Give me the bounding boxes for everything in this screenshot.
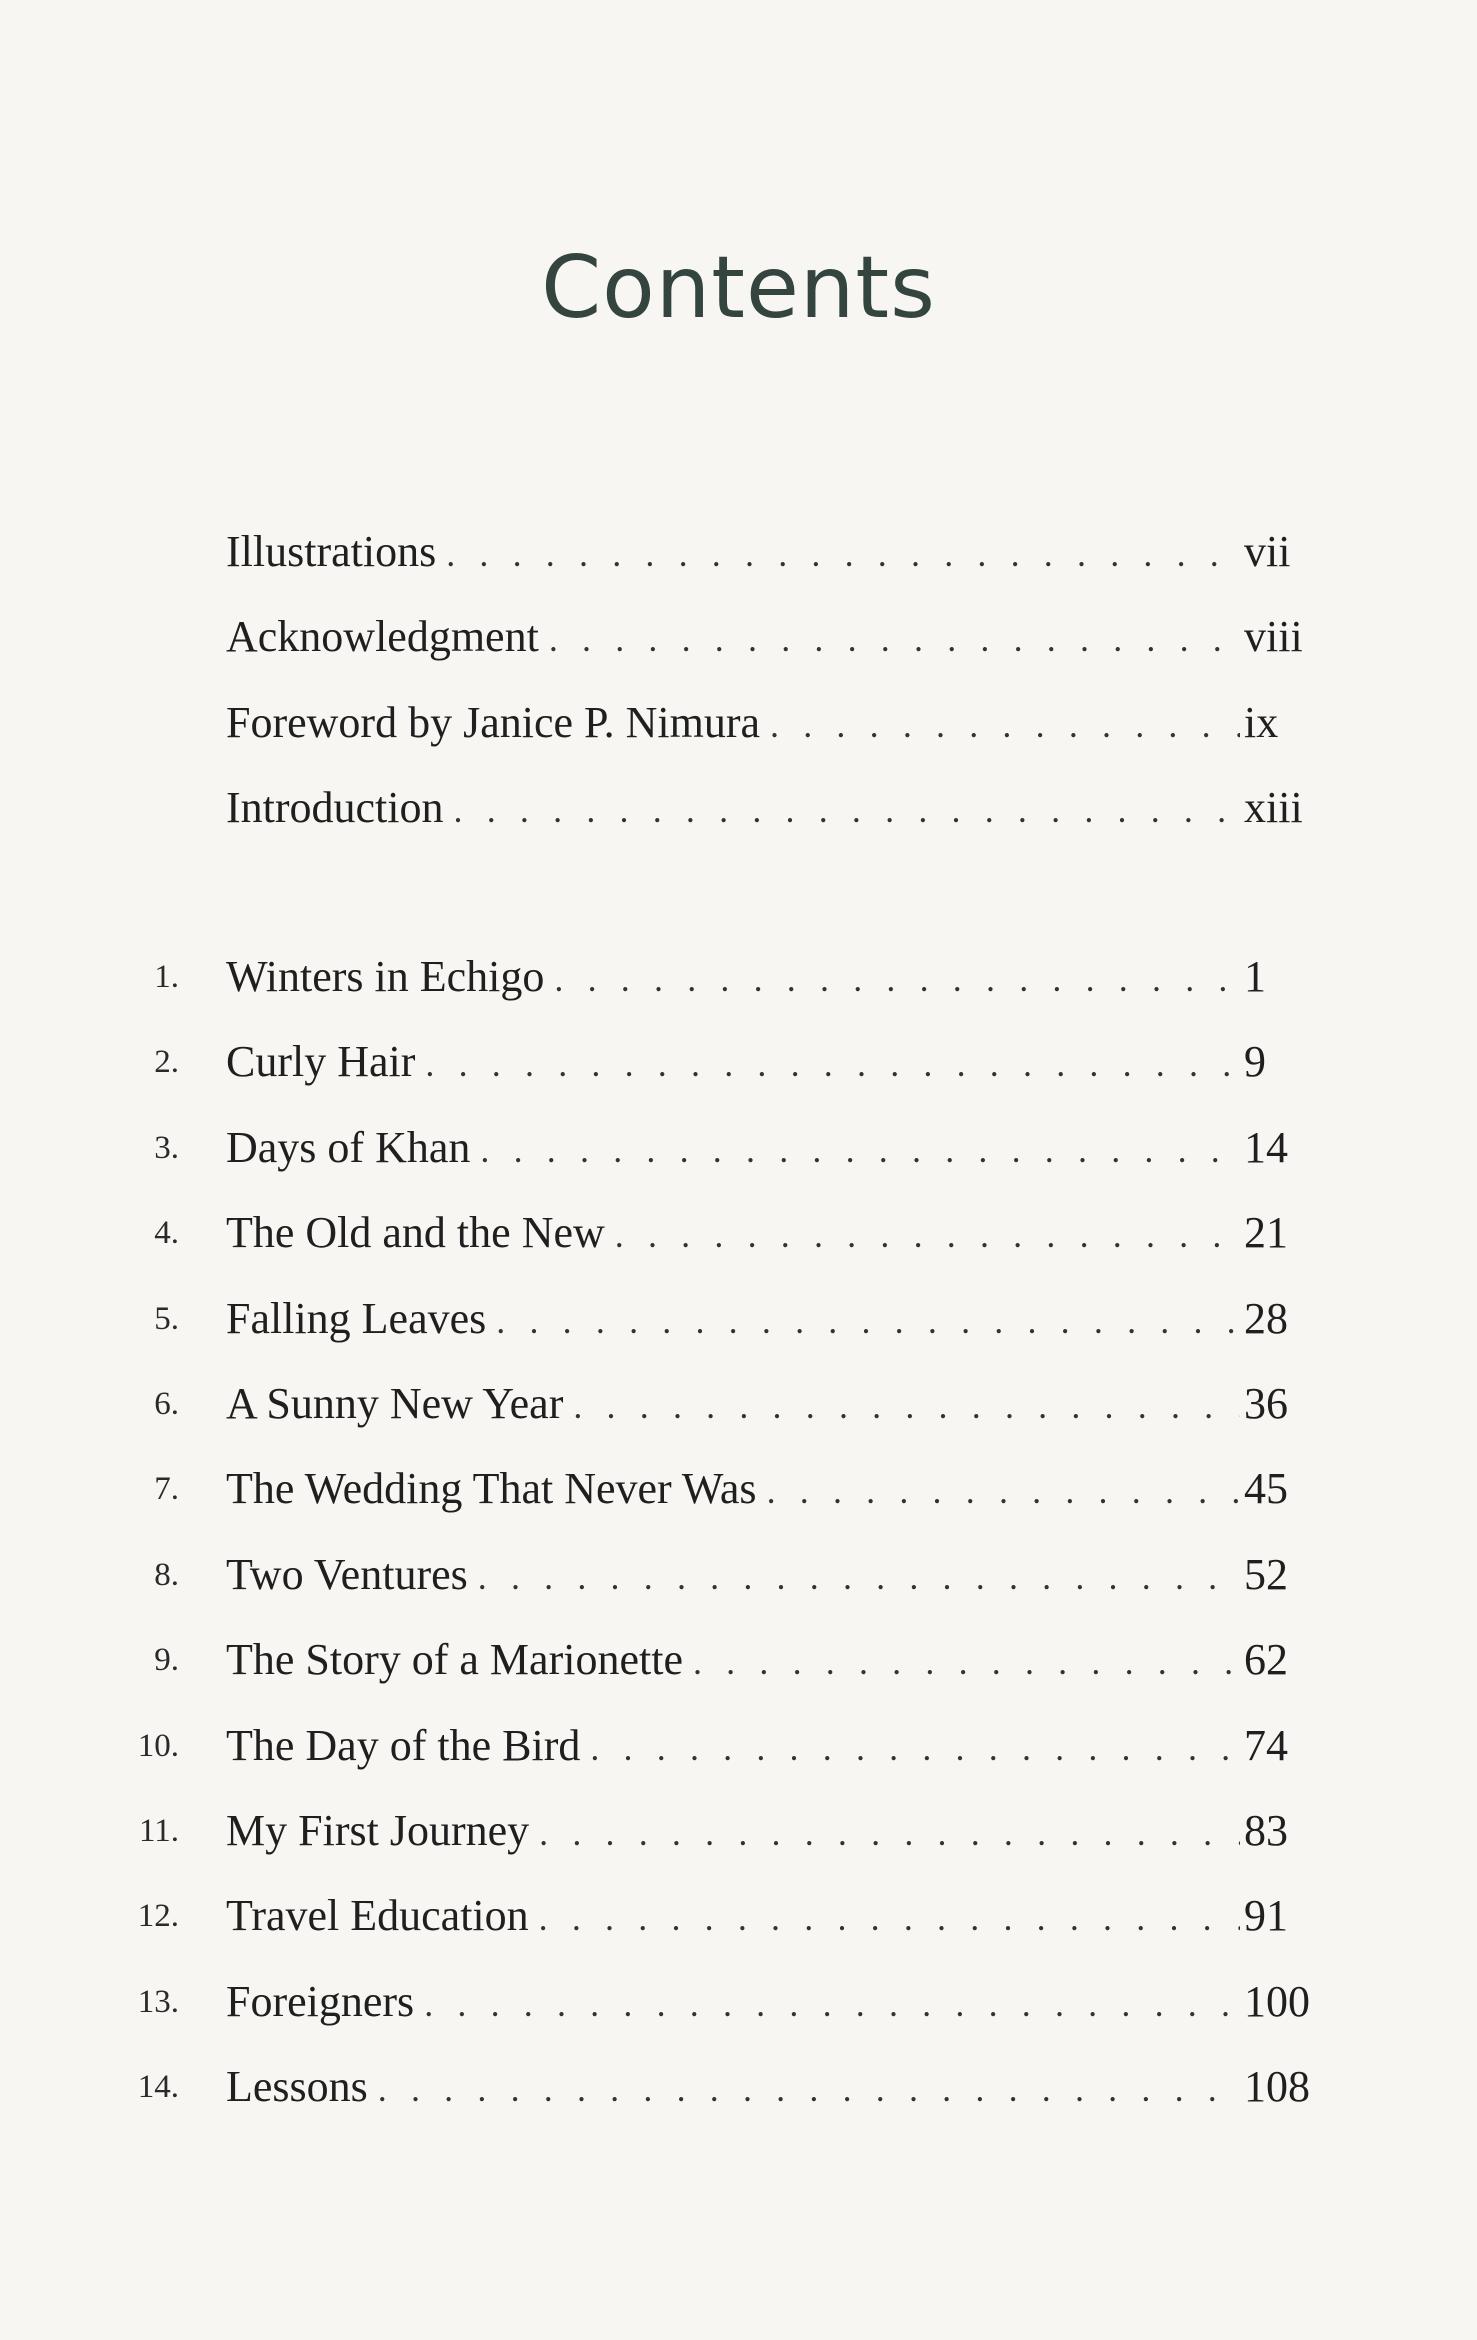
dot-leader <box>378 2071 1240 2107</box>
chapter-title: Lessons <box>226 2062 368 2112</box>
toc-chapter-14[interactable] <box>0 2062 1477 2150</box>
chapter-page: 45 <box>1244 1464 1288 1514</box>
chapter-title: A Sunny New Year <box>226 1378 564 1428</box>
toc-chapter-6[interactable] <box>0 1378 1477 1467</box>
dot-leader <box>539 1900 1240 1936</box>
toc-chapter-9[interactable] <box>0 1635 1477 1723</box>
chapter-title: Days of Khan <box>226 1122 471 1172</box>
chapter-title: Travel Education <box>226 1891 529 1941</box>
chapter-title: Curly Hair <box>226 1037 416 1087</box>
toc-entry-page: xiii <box>1244 783 1303 833</box>
dot-leader <box>446 536 1240 572</box>
chapter-page: 108 <box>1244 2062 1310 2112</box>
chapter-number: 14. <box>137 2069 179 2106</box>
toc-entry-title: Introduction <box>226 783 444 833</box>
chapter-page: 14 <box>1244 1122 1288 1172</box>
toc-entry-page: vii <box>1244 527 1291 576</box>
chapter-number: 3. <box>154 1129 179 1166</box>
chapter-number: 5. <box>154 1300 179 1337</box>
dot-leader <box>496 1303 1240 1339</box>
chapter-title: The Day of the Bird <box>226 1720 581 1770</box>
chapter-number: 7. <box>154 1471 179 1508</box>
chapter-number: 13. <box>137 1983 179 2020</box>
chapter-number: 6. <box>154 1385 179 1422</box>
dot-leader <box>767 1473 1240 1509</box>
chapter-page: 28 <box>1244 1293 1288 1343</box>
chapter-page: 74 <box>1244 1720 1288 1770</box>
chapter-list <box>0 952 1477 2150</box>
dot-leader <box>615 1217 1240 1253</box>
toc-chapter-1[interactable] <box>0 952 1477 1040</box>
chapter-title: The Old and the New <box>226 1208 605 1258</box>
chapter-page: 52 <box>1244 1549 1288 1599</box>
toc-entry-introduction[interactable] <box>0 783 1477 871</box>
chapter-page: 36 <box>1244 1378 1288 1428</box>
chapter-title: The Wedding That Never Was <box>226 1464 757 1514</box>
chapter-page: 62 <box>1244 1635 1288 1685</box>
toc-entry-title: Illustrations <box>226 527 437 576</box>
chapter-page: 83 <box>1244 1805 1288 1855</box>
dot-leader <box>549 621 1240 657</box>
chapter-number: 8. <box>154 1556 179 1593</box>
dot-leader <box>478 1559 1240 1595</box>
chapter-title: Winters in Echigo <box>226 952 545 1001</box>
toc-chapter-8[interactable] <box>0 1549 1477 1638</box>
toc-chapter-7[interactable] <box>0 1464 1477 1552</box>
chapter-page: 100 <box>1244 1976 1310 2026</box>
front-matter-list <box>0 527 1477 872</box>
chapter-number: 10. <box>137 1727 179 1764</box>
chapter-page: 91 <box>1244 1891 1288 1941</box>
chapter-number: 12. <box>137 1898 179 1935</box>
dot-leader <box>554 961 1240 997</box>
page-title: Contents <box>541 238 936 338</box>
chapter-number: 4. <box>154 1215 179 1252</box>
toc-chapter-11[interactable] <box>0 1805 1477 1894</box>
chapter-number: 9. <box>154 1642 179 1679</box>
toc-entry-acknowledgment[interactable] <box>0 612 1477 700</box>
dot-leader <box>590 1730 1240 1766</box>
toc-chapter-5[interactable] <box>0 1293 1477 1382</box>
chapter-number: 2. <box>154 1044 179 1081</box>
toc-chapter-12[interactable] <box>0 1891 1477 1979</box>
toc-entry-illustrations[interactable] <box>0 527 1477 615</box>
dot-leader <box>693 1644 1240 1680</box>
chapter-page: 9 <box>1244 1037 1266 1087</box>
dot-leader <box>454 792 1240 828</box>
chapter-title: The Story of a Marionette <box>226 1635 683 1685</box>
toc-chapter-4[interactable] <box>0 1208 1477 1296</box>
chapter-page: 1 <box>1244 952 1266 1001</box>
chapter-title: Foreigners <box>226 1976 415 2026</box>
toc-chapter-3[interactable] <box>0 1122 1477 1211</box>
dot-leader <box>480 1132 1240 1168</box>
dot-leader <box>425 1046 1240 1082</box>
toc-entry-title: Foreword by Janice P. Nimura <box>226 697 761 747</box>
chapter-title: Falling Leaves <box>226 1293 487 1343</box>
toc-chapter-2[interactable] <box>0 1037 1477 1125</box>
dot-leader <box>770 707 1240 743</box>
dot-leader <box>424 1986 1240 2022</box>
chapter-number: 11. <box>138 1812 179 1849</box>
toc-entry-title: Acknowledgment <box>226 612 539 662</box>
toc-entry-page: ix <box>1244 697 1279 747</box>
chapter-title: Two Ventures <box>226 1549 468 1599</box>
dot-leader <box>573 1388 1240 1424</box>
chapter-page: 21 <box>1244 1208 1288 1258</box>
toc-entry-foreword[interactable] <box>0 697 1477 786</box>
dot-leader <box>539 1815 1240 1851</box>
toc-chapter-13[interactable] <box>0 1976 1477 2065</box>
toc-chapter-10[interactable] <box>0 1720 1477 1809</box>
chapter-number: 1. <box>154 959 179 995</box>
chapter-title: My First Journey <box>226 1805 530 1855</box>
toc-entry-page: viii <box>1244 612 1303 662</box>
